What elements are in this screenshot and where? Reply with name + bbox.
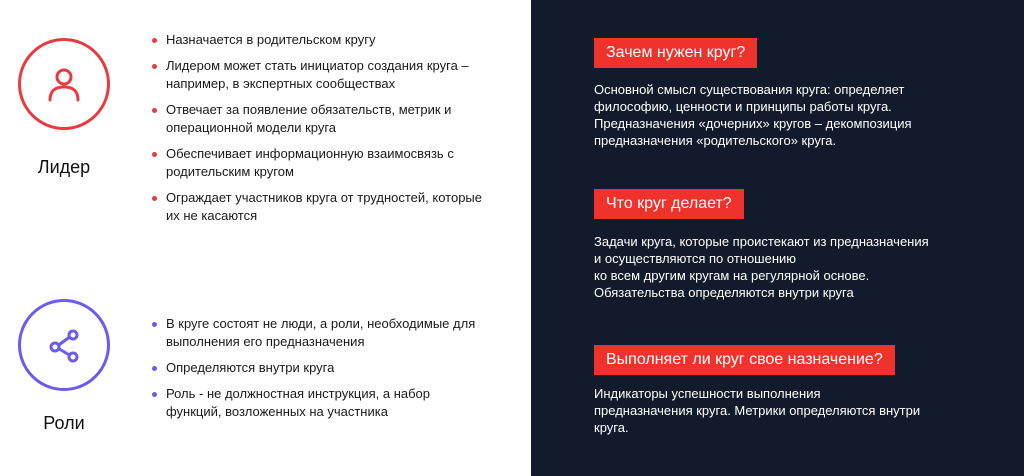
leader-icon-circle [18,38,110,130]
bullet-dot [152,108,157,113]
bullet-dot [152,152,157,157]
question-text-activity: Задачи круга, которые проистекают из предназначения и осуществляются по отношению ко всем другим кругам на регулярной основе. Обязательства определяются внутри круга [594,234,929,300]
list-item: Отвечает за появление обязательств, метрик и операционной модели круга [150,101,485,137]
list-item: Лидером может стать инициатор создания круга – например, в экспертных сообществах [150,57,485,93]
list-item: Определяются внутри круга [150,359,485,377]
bullet-dot [152,322,157,327]
right-panel [531,0,1024,476]
bullet-dot [152,64,157,69]
question-badge-activity: Что круг делает? [594,189,744,219]
share-nodes-icon [44,325,84,365]
bullet-dot [152,392,157,397]
list-item: Обеспечивает информационную взаимосвязь с родительским кругом [150,145,485,181]
question-badge-performance: Выполняет ли круг свое назначение? [594,345,895,375]
roles-bullet-list [150,315,485,429]
leader-bullet-list [150,31,485,233]
leader-title: Лидер [37,157,91,177]
question-text-purpose: Основной смысл существования круга: определяет философию, ценности и принципы работы круга. Предназначения «дочерних» кругов – декомпозиция предназначения «родительского» круга. [594,82,912,148]
question-badge-purpose: Зачем нужен круг? [594,38,757,68]
list-item: В круге состоят не люди, а роли, необходимые для выполнения его предназначения [150,315,485,351]
list-item: Назначается в родительском кругу [150,31,485,49]
roles-icon-circle [18,299,110,391]
bullet-dot [152,38,157,43]
bullet-dot [152,196,157,201]
roles-title: Роли [43,413,85,433]
list-item: Роль - не должностная инструкция, а набор функций, возложенных на участника [150,385,485,421]
question-text-performance: Индикаторы успешности выполнения предназначения круга. Метрики определяются внутри круга. [594,386,921,435]
person-icon [44,64,84,104]
list-item: Ограждает участников круга от трудностей, которые их не касаются [150,189,485,225]
bullet-dot [152,366,157,371]
